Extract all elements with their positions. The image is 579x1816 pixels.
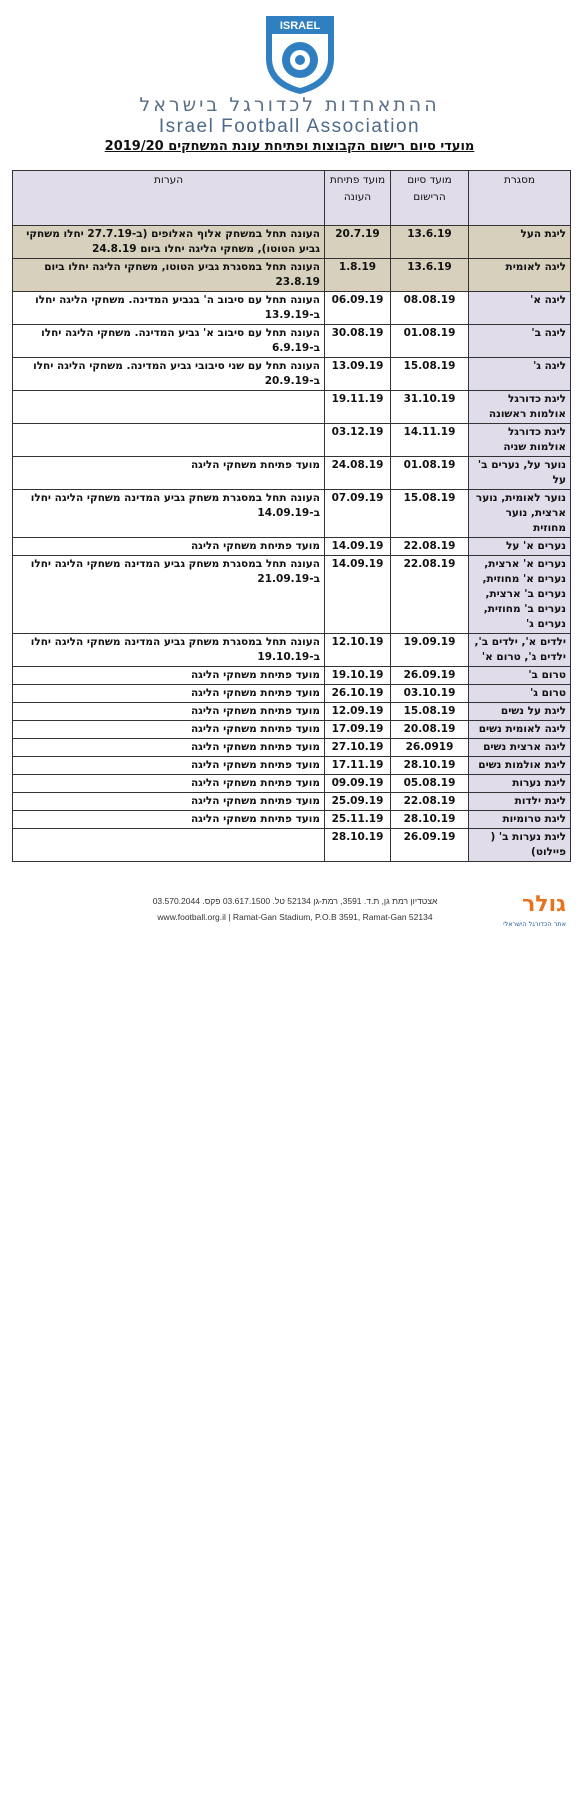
cell-season-open: 03.12.19: [325, 424, 391, 457]
cell-notes: מועד פתיחת משחקי הליגה: [13, 667, 325, 685]
cell-frame: ליגת נערות ב' ( פיילוט): [469, 829, 571, 862]
cell-season-open: 13.09.19: [325, 358, 391, 391]
table-row: [13, 358, 571, 391]
table-header-row: [13, 171, 571, 226]
cell-registration-end: 13.6.19: [391, 226, 469, 259]
cell-notes: מועד פתיחת משחקי הליגה: [13, 739, 325, 757]
table-row: [13, 703, 571, 721]
cell-season-open: 17.11.19: [325, 757, 391, 775]
cell-notes: העונה תחל עם סיבוב ה' בגביע המדינה. משחקי הליגה יחלו ב-13.9.19: [13, 292, 325, 325]
page-title: מועדי סיום רישום הקבוצות ופתיחת עונת המשחקים 2019/20: [104, 139, 475, 154]
cell-notes: העונה תחל במסגרת משחק גביע המדינה משחקי הליגה יחלו ב-14.09.19: [13, 490, 325, 538]
cell-season-open: 1.8.19: [325, 259, 391, 292]
table-row: [13, 292, 571, 325]
cell-registration-end: 26.09.19: [391, 829, 469, 862]
cell-registration-end: 05.08.19: [391, 775, 469, 793]
cell-frame: ליגה לאומית: [469, 259, 571, 292]
cell-notes: העונה תחל עם סיבוב א' גביע המדינה. משחקי הליגה יחלו ב-6.9.19: [13, 325, 325, 358]
footer-address: אצטדיון רמת גן, ת.ד. 3591, רמת-גן 52134 טל. 03.617.1500 פקס. 03.570.2044: [152, 896, 438, 906]
cell-notes: מועד פתיחת משחקי הליגה: [13, 757, 325, 775]
cell-season-open: 17.09.19: [325, 721, 391, 739]
table-row: [13, 775, 571, 793]
cell-notes: [13, 829, 325, 862]
cell-season-open: 25.09.19: [325, 793, 391, 811]
cell-registration-end: 28.10.19: [391, 811, 469, 829]
table-row: [13, 259, 571, 292]
cell-notes: [13, 424, 325, 457]
header-frame: מסגרת: [469, 171, 571, 226]
table-row: [13, 634, 571, 667]
cell-frame: נוער על, נערים ב' על: [469, 457, 571, 490]
table-row: [13, 490, 571, 538]
table-row: [13, 226, 571, 259]
cell-registration-end: 22.08.19: [391, 538, 469, 556]
cell-frame: טרום ג': [469, 685, 571, 703]
org-name-hebrew: ההתאחדות לכדורגל בישראל: [139, 94, 440, 116]
cell-notes: העונה תחל במשחק אלוף האלופים (ב-27.7.19 יחלו משחקי גביע הטוטו), משחקי הליגה יחלו ביום 24.8.19: [13, 226, 325, 259]
cell-season-open: 12.10.19: [325, 634, 391, 667]
cell-season-open: 27.10.19: [325, 739, 391, 757]
table-row: [13, 829, 571, 862]
cell-season-open: 30.08.19: [325, 325, 391, 358]
table-row: [13, 538, 571, 556]
cell-notes: מועד פתיחת משחקי הליגה: [13, 457, 325, 490]
cell-frame: ליגת אולמות נשים: [469, 757, 571, 775]
cell-notes: [13, 391, 325, 424]
cell-registration-end: 01.08.19: [391, 325, 469, 358]
cell-notes: מועד פתיחת משחקי הליגה: [13, 685, 325, 703]
cell-frame: ליגה לאומית נשים: [469, 721, 571, 739]
cell-registration-end: 15.08.19: [391, 490, 469, 538]
brand-name: גולר: [522, 892, 566, 917]
cell-registration-end: 08.08.19: [391, 292, 469, 325]
schedule-table: [12, 170, 571, 862]
cell-registration-end: 20.08.19: [391, 721, 469, 739]
cell-frame: ליגת ילדות: [469, 793, 571, 811]
cell-registration-end: 15.08.19: [391, 358, 469, 391]
cell-notes: מועד פתיחת משחקי הליגה: [13, 721, 325, 739]
cell-registration-end: 22.08.19: [391, 793, 469, 811]
cell-frame: ליגת נערות: [469, 775, 571, 793]
cell-registration-end: 31.10.19: [391, 391, 469, 424]
cell-frame: טרום ב': [469, 667, 571, 685]
cell-notes: מועד פתיחת משחקי הליגה: [13, 538, 325, 556]
cell-frame: ליגת על נשים: [469, 703, 571, 721]
cell-notes: העונה תחל עם שני סיבובי גביע המדינה. משחקי הליגה יחלו ב-20.9.19: [13, 358, 325, 391]
cell-season-open: 14.09.19: [325, 556, 391, 634]
logo-text: ISRAEL: [279, 20, 321, 32]
table-row: [13, 757, 571, 775]
cell-season-open: 20.7.19: [325, 226, 391, 259]
header-season-open: מועד פתיחת העונה: [325, 171, 391, 226]
cell-frame: ליגה ארצית נשים: [469, 739, 571, 757]
table-row: [13, 424, 571, 457]
cell-registration-end: 03.10.19: [391, 685, 469, 703]
cell-season-open: 24.08.19: [325, 457, 391, 490]
table-row: [13, 721, 571, 739]
cell-frame: ילדים א', ילדים ב', ילדים ג', טרום א': [469, 634, 571, 667]
cell-frame: ליגת טרומיות: [469, 811, 571, 829]
cell-registration-end: 22.08.19: [391, 556, 469, 634]
cell-registration-end: 26.0919: [391, 739, 469, 757]
brand-subtitle: אתר הכדורגל הישראלי: [503, 920, 566, 928]
cell-notes: מועד פתיחת משחקי הליגה: [13, 793, 325, 811]
cell-notes: מועד פתיחת משחקי הליגה: [13, 775, 325, 793]
cell-frame: ליגת כדורגל אולמות ראשונה: [469, 391, 571, 424]
header-notes: הערות: [13, 171, 325, 226]
org-name-english: Israel Football Association: [158, 116, 421, 137]
cell-notes: מועד פתיחת משחקי הליגה: [13, 811, 325, 829]
cell-frame: נערים א' ארצית, נערים א' מחוזית, נערים ב' ארצית, נערים ב' מחוזית, נערים ג': [469, 556, 571, 634]
cell-frame: ליגה ג': [469, 358, 571, 391]
table-row: [13, 793, 571, 811]
ifa-logo: [262, 12, 338, 96]
cell-notes: מועד פתיחת משחקי הליגה: [13, 703, 325, 721]
cell-frame: ליגת העל: [469, 226, 571, 259]
table-row: [13, 811, 571, 829]
cell-season-open: 07.09.19: [325, 490, 391, 538]
cell-frame: ליגת כדורגל אולמות שניה: [469, 424, 571, 457]
cell-frame: נוער לאומית, נוער ארצית, נוער מחוזית: [469, 490, 571, 538]
cell-notes: העונה תחל במסגרת משחק גביע המדינה משחקי הליגה יחלו ב-19.10.19: [13, 634, 325, 667]
table-row: [13, 685, 571, 703]
cell-season-open: 09.09.19: [325, 775, 391, 793]
cell-registration-end: 13.6.19: [391, 259, 469, 292]
cell-season-open: 06.09.19: [325, 292, 391, 325]
cell-season-open: 26.10.19: [325, 685, 391, 703]
cell-frame: ליגה א': [469, 292, 571, 325]
table-row: [13, 739, 571, 757]
footer-website: www.football.org.il | Ramat-Gan Stadium, P.O.B 3591, Ramat-Gan 52134: [157, 912, 433, 922]
cell-registration-end: 26.09.19: [391, 667, 469, 685]
cell-season-open: 19.10.19: [325, 667, 391, 685]
cell-season-open: 12.09.19: [325, 703, 391, 721]
brand-logo: [486, 890, 566, 934]
table-row: [13, 457, 571, 490]
cell-notes: העונה תחל במסגרת משחק גביע המדינה משחקי הליגה יחלו ב-21.09.19: [13, 556, 325, 634]
header-registration-end: מועד סיום הרישום: [391, 171, 469, 226]
cell-frame: ליגה ב': [469, 325, 571, 358]
cell-season-open: 19.11.19: [325, 391, 391, 424]
cell-frame: נערים א' על: [469, 538, 571, 556]
cell-season-open: 14.09.19: [325, 538, 391, 556]
cell-registration-end: 28.10.19: [391, 757, 469, 775]
table-row: [13, 667, 571, 685]
cell-registration-end: 19.09.19: [391, 634, 469, 667]
cell-season-open: 25.11.19: [325, 811, 391, 829]
cell-registration-end: 15.08.19: [391, 703, 469, 721]
cell-notes: העונה תחל במסגרת גביע הטוטו, משחקי הליגה יחלו ביום 23.8.19: [13, 259, 325, 292]
table-row: [13, 556, 571, 634]
table-row: [13, 391, 571, 424]
cell-registration-end: 14.11.19: [391, 424, 469, 457]
cell-registration-end: 01.08.19: [391, 457, 469, 490]
table-row: [13, 325, 571, 358]
cell-season-open: 28.10.19: [325, 829, 391, 862]
